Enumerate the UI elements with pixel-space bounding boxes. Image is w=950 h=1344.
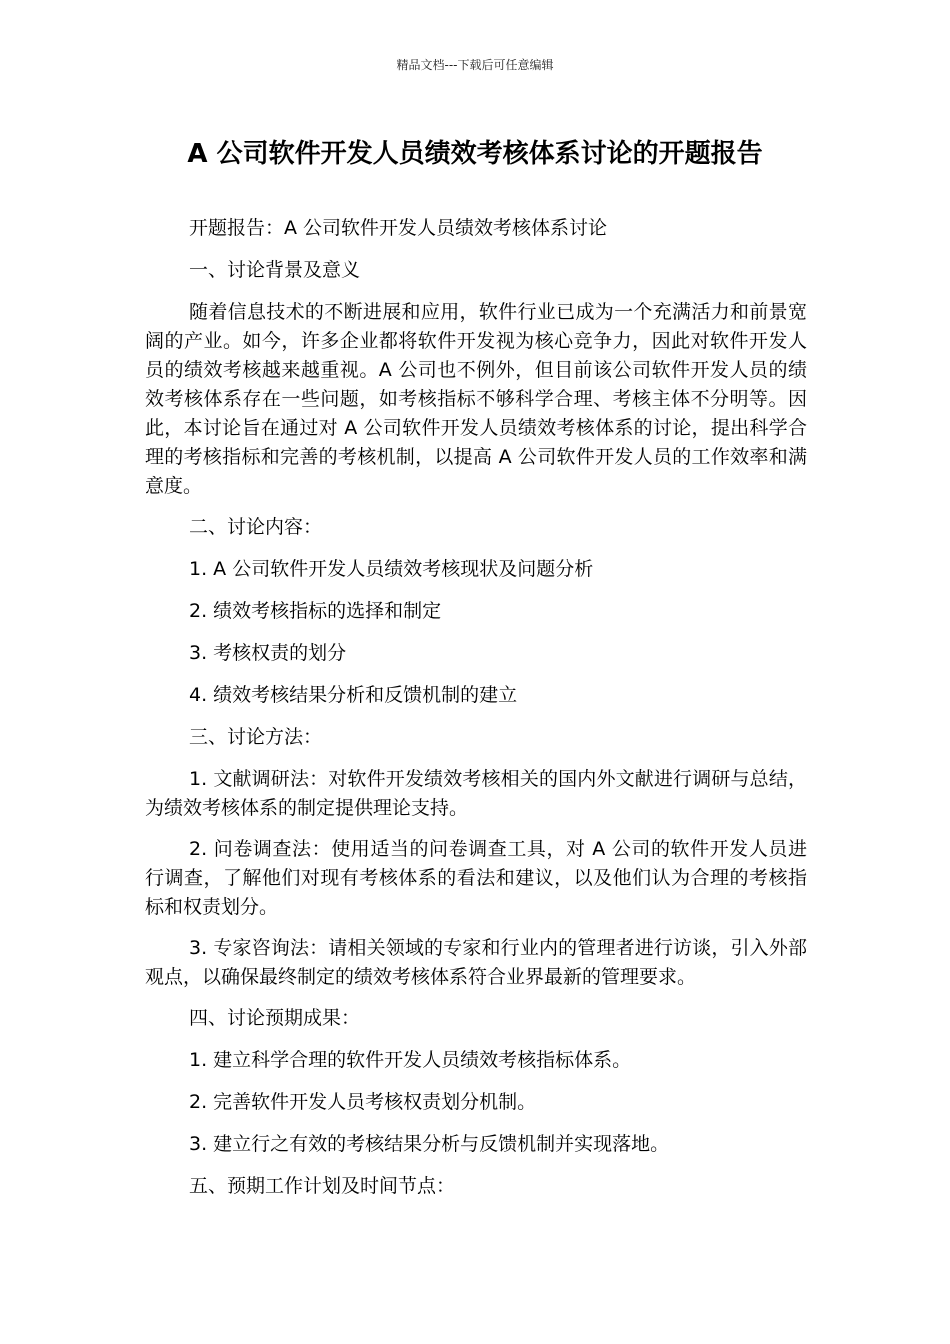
document-body — [145, 214, 807, 1214]
section-heading-background: 一、讨论背景及意义 — [189, 259, 361, 281]
content-item-4: 4. 绩效考核结果分析和反馈机制的建立 — [189, 684, 518, 706]
method-item-3: 3. 专家咨询法：请相关领域的专家和行业内的管理者进行访谈，引入外部观点，以确保最终制定的绩效考核体系符合业界最新的管理要求。 — [145, 937, 807, 988]
section-heading-methods: 三、讨论方法： — [189, 726, 323, 748]
section-heading-schedule: 五、预期工作计划及时间节点： — [189, 1175, 456, 1197]
outcome-item-3: 3. 建立行之有效的考核结果分析与反馈机制并实现落地。 — [189, 1133, 670, 1155]
content-item-1: 1. A 公司软件开发人员绩效考核现状及问题分析 — [189, 558, 594, 580]
background-paragraph: 随着信息技术的不断进展和应用，软件行业已成为一个充满活力和前景宽阔的产业。如今，许多企业都将软件开发视为核心竞争力，因此对软件开发人员的绩效考核越来越重视。A 公司也不例外，但目前该公司软件开发人员的绩效考核体系存在一些问题，如考核指标不够科学合理、考核主体不分明等。因此，本讨论旨在通过对 A 公司软件开发人员绩效考核体系的讨论，提出科学合理的考核指标和完善的考核机制，以提高 A 公司软件开发人员的工作效率和满意度。 — [145, 301, 807, 497]
header-note: 精品文档---下载后可任意编辑 — [396, 58, 554, 72]
report-subtitle: 开题报告：A 公司软件开发人员绩效考核体系讨论 — [189, 217, 608, 239]
content-item-2: 2. 绩效考核指标的选择和制定 — [189, 600, 442, 622]
method-item-1: 1. 文献调研法：对软件开发绩效考核相关的国内外文献进行调研与总结，为绩效考核体系的制定提供理论支持。 — [145, 768, 807, 819]
outcome-item-2: 2. 完善软件开发人员考核权责划分机制。 — [189, 1091, 537, 1113]
method-item-2: 2. 问卷调查法：使用适当的问卷调查工具，对 A 公司的软件开发人员进行调查，了解他们对现有考核体系的看法和建议，以及他们认为合理的考核指标和权责划分。 — [145, 838, 807, 918]
outcome-item-1: 1. 建立科学合理的软件开发人员绩效考核指标体系。 — [189, 1049, 632, 1071]
document-title: A 公司软件开发人员绩效考核体系讨论的开题报告 — [187, 139, 763, 169]
section-heading-content: 二、讨论内容： — [189, 516, 323, 538]
content-item-3: 3. 考核权责的划分 — [189, 642, 347, 664]
section-heading-outcomes: 四、讨论预期成果： — [189, 1007, 361, 1029]
